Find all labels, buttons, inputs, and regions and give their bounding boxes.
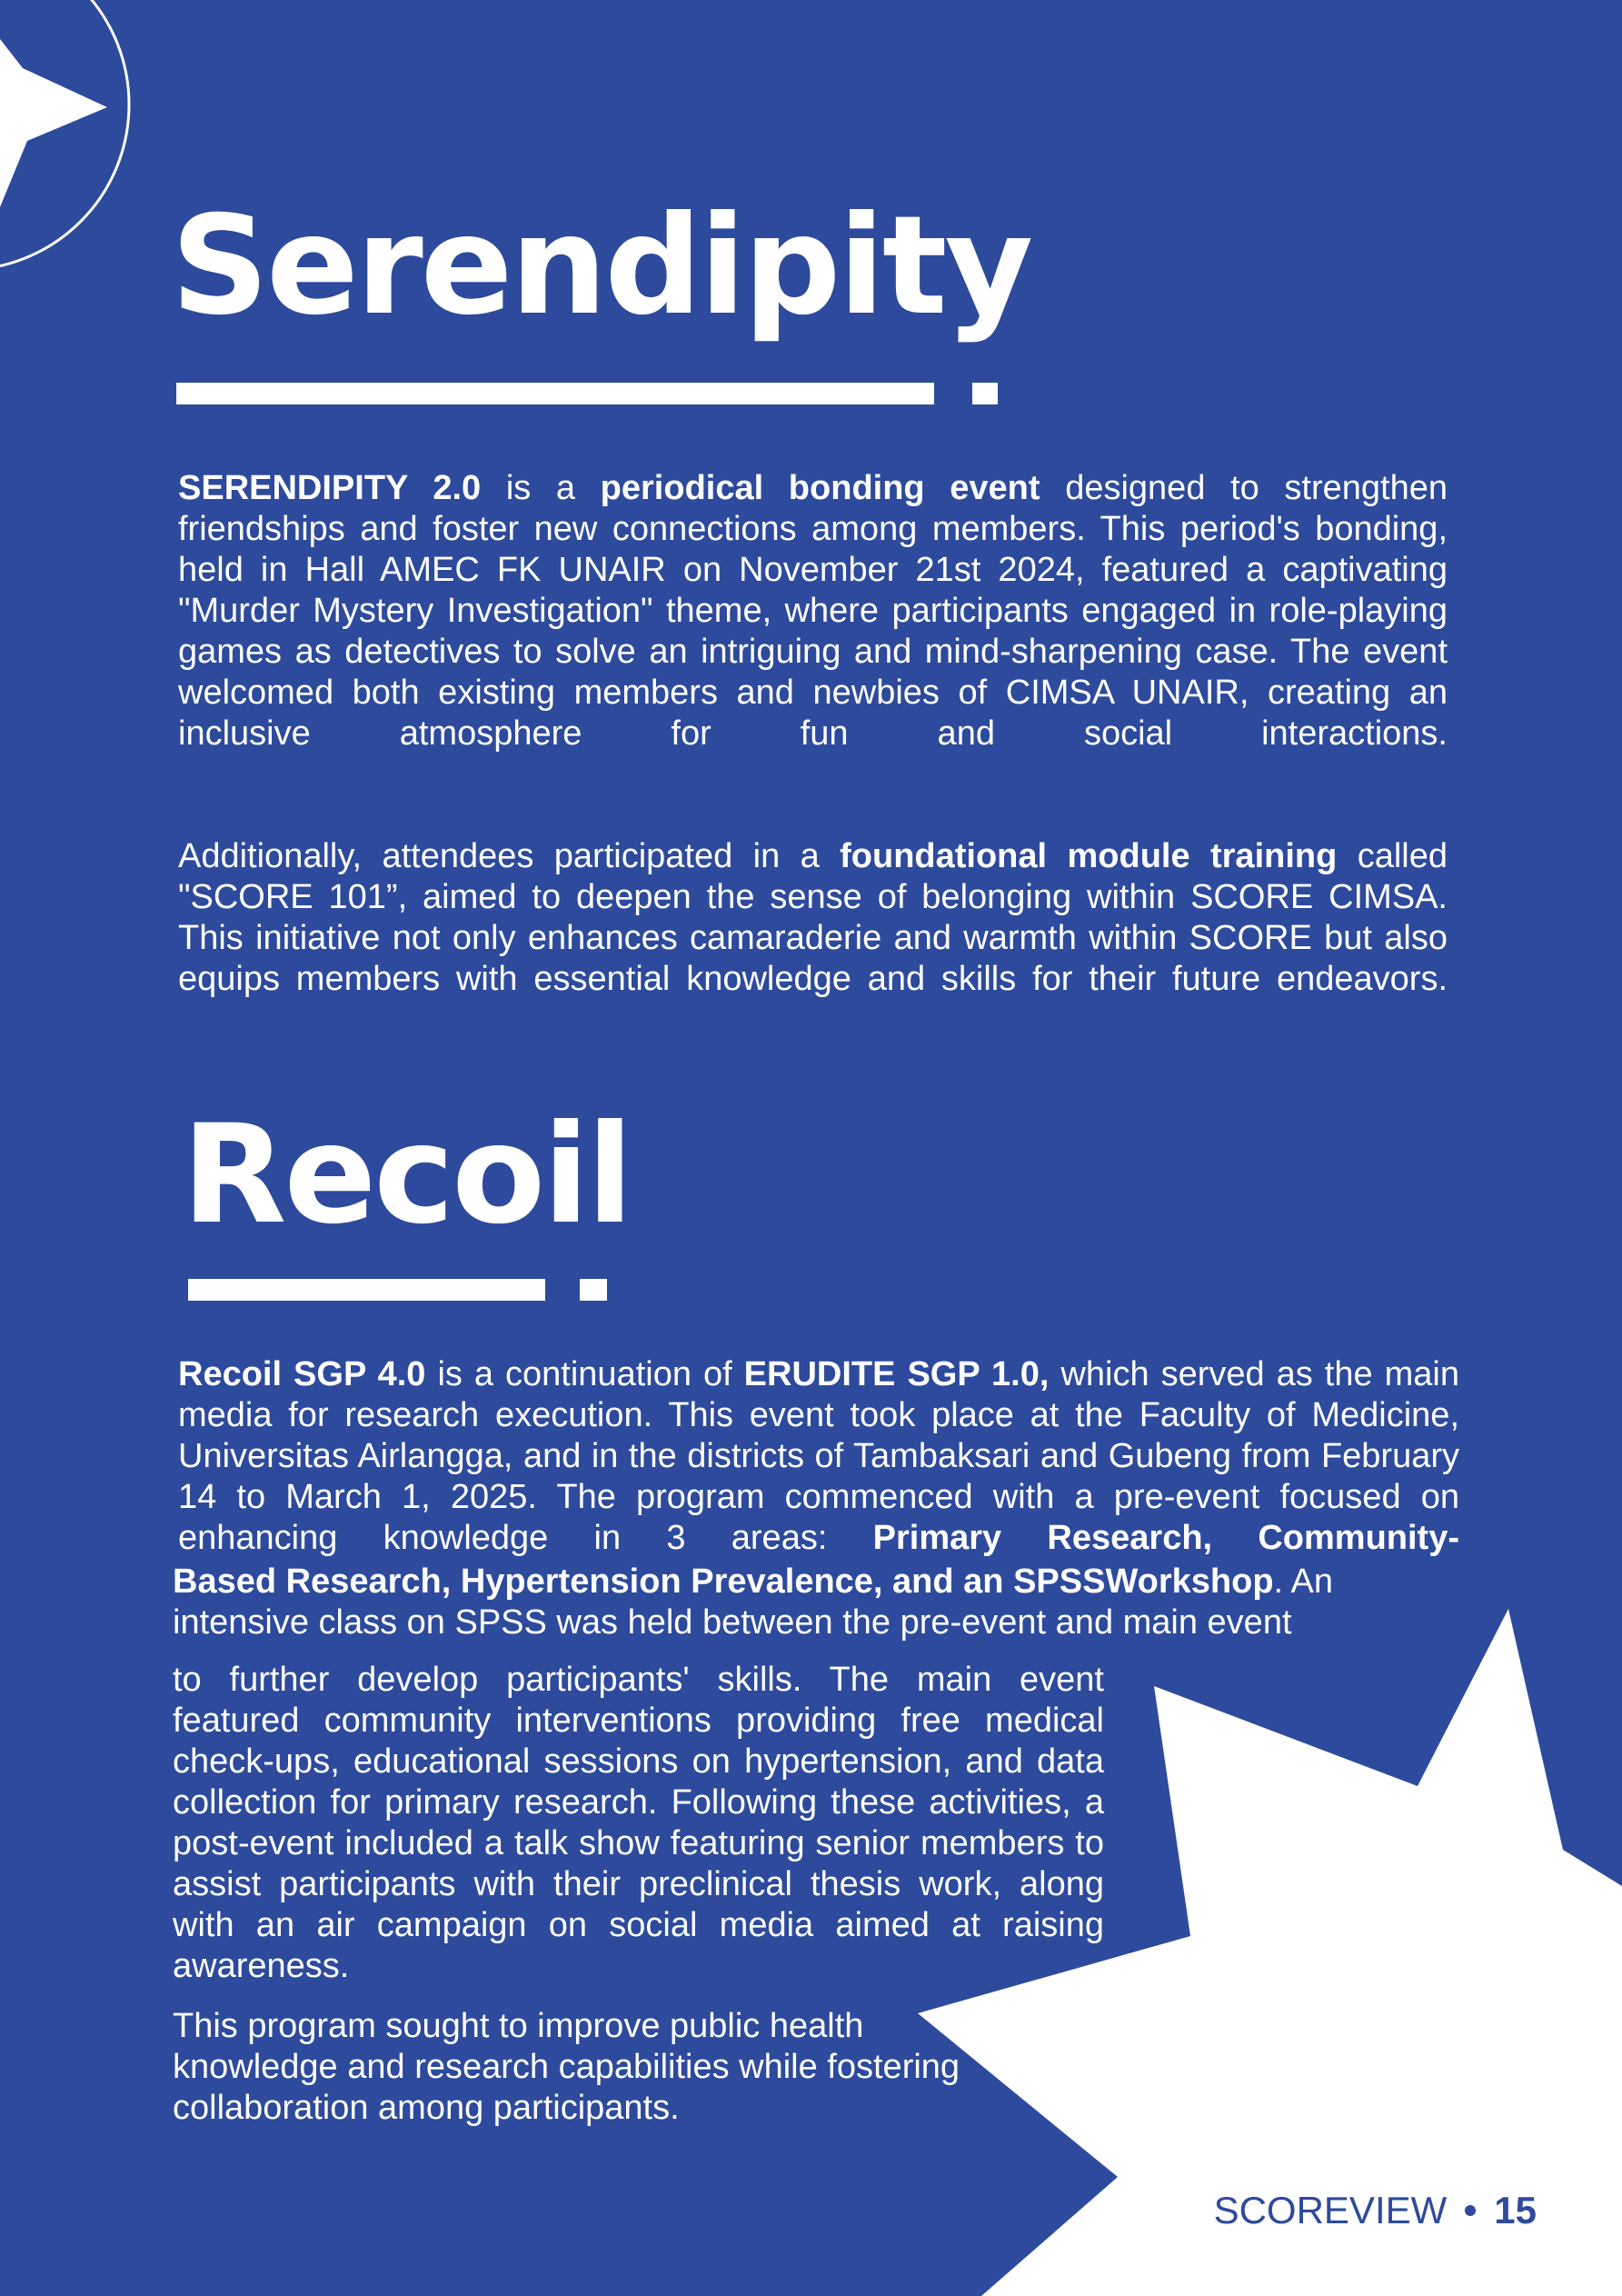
page-footer xyxy=(1214,2189,1537,2232)
title-underline-dot-recoil xyxy=(580,1279,607,1301)
event-name-serendipity: SERENDIPITY 2.0 xyxy=(178,469,482,507)
section-title-recoil: Recoil xyxy=(182,1096,632,1254)
title-underline-serendipity xyxy=(176,383,934,404)
emphasis-areas-2: Based Research, Hypertension Prevalence, and an SPSSWorkshop xyxy=(173,1562,1274,1601)
recoil-paragraph-3: to further develop participants' skills. The main event featured community interventions providing free medical check-ups, educational sessions on hypertension, and data collection for primary research. Following these activities, a post-event included a talk show featuring senior members to assist participants with their preclinical thesis work, along with an air campaign on social media aimed at raising awareness. xyxy=(173,1661,1104,1985)
emphasis-module-training: foundational module training xyxy=(840,837,1338,875)
text-span: which served as the main media for research execution. This event took place at the Faculty of Medicine, Universitas Airlangga, and in the districts of Tambaksari and Gubeng from February 14 to March 1, 2025. The program commenced with a pre-event focused on enhancing knowledge in 3 areas: xyxy=(178,1355,1459,1557)
text-span: Additionally, attendees participated in a xyxy=(178,837,841,875)
event-name-recoil: Recoil SGP 4.0 xyxy=(178,1355,426,1393)
serendipity-paragraph-2 xyxy=(178,836,1448,1000)
footer-bullet-icon xyxy=(1465,2205,1476,2216)
serendipity-paragraph-1 xyxy=(178,468,1448,754)
text-span: designed to strengthen friendships and foster new connections among members. This period's bonding, held in Hall AMEC FK UNAIR on November 21st 2024, featured a captivating "Murder Mystery Investigation" theme, where participants engaged in role-playing games as detectives to solve an intriguing and mind-sharpening case. The event welcomed both existing members and newbies of CIMSA UNAIR, creating an inclusive atmosphere for fun and social interactions. xyxy=(178,469,1448,753)
text-span: is a continuation of xyxy=(425,1355,744,1393)
title-underline-dot-serendipity xyxy=(972,383,998,404)
title-underline-recoil xyxy=(188,1279,545,1301)
text-span: is a xyxy=(481,469,601,507)
event-name-erudite: ERUDITE SGP 1.0, xyxy=(743,1355,1050,1393)
text-span: . An intensive class on SPSS was held between the pre-event and main event xyxy=(173,1562,1334,1642)
emphasis-bonding-event: periodical bonding event xyxy=(600,469,1040,507)
recoil-paragraph-4: This program sought to improve public health knowledge and research capabilities while fostering collaboration among participants. xyxy=(173,2007,960,2127)
text-span: called "SCORE 101”, aimed to deepen the sense of belonging within SCORE CIMSA. This initiative not only enhances camaraderie and warmth within SCORE but also equips members with essential knowledge and skills for their future endeavors. xyxy=(178,837,1448,998)
recoil-paragraph-1 xyxy=(178,1354,1459,1559)
page-number: 15 xyxy=(1494,2189,1537,2231)
footer-brand: SCOREVIEW xyxy=(1213,2189,1448,2231)
section-title-serendipity: Serendipity xyxy=(171,187,1031,345)
emphasis-areas-1: Primary Research, Community- xyxy=(872,1519,1459,1557)
recoil-paragraph-2 xyxy=(173,1562,1408,1643)
